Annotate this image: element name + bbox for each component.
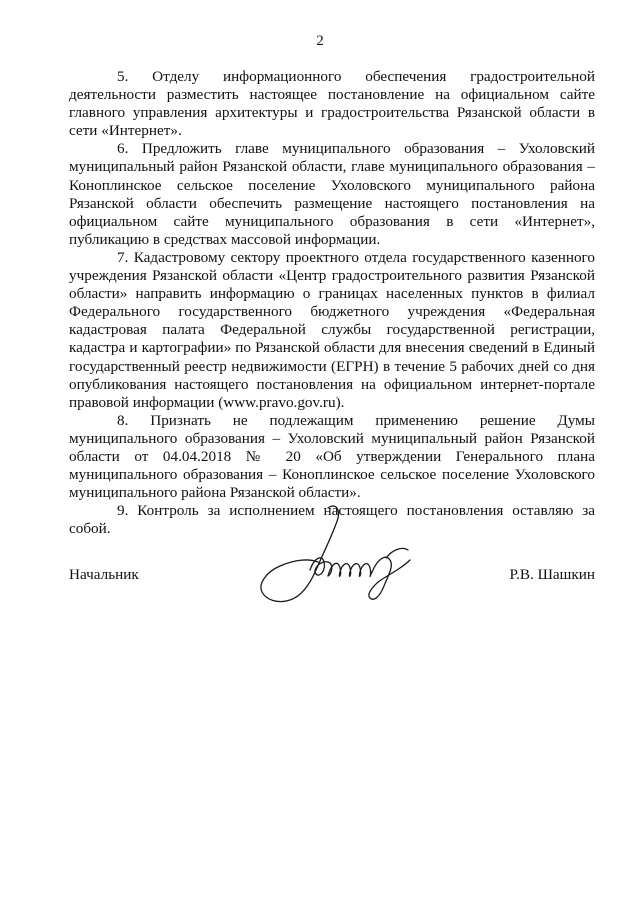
signature-block xyxy=(69,566,595,586)
paragraph-8: 8. Признать не подлежащим применению решение Думы муниципального образования – Ухоловский муниципальный район Рязанской области от 04.04.2018 № 20 «Об утверждении Генерального плана муниципального образования – Коноплинское сельское поселение Ухоловского муниципального района Рязанской области». xyxy=(69,411,595,502)
document-body xyxy=(69,68,595,538)
handwritten-signature xyxy=(250,500,430,610)
paragraph-6: 6. Предложить главе муниципального образования – Ухоловский муниципальный район Рязанской области, главе муниципального образования – Коноплинское сельское поселение Ухоловского муниципального района Рязанской области обеспечить размещение настоящего постановления на официальном сайте муниципального образования в сети «Интернет», публикацию в средствах массовой информации. xyxy=(69,140,595,248)
paragraph-7: 7. Кадастровому сектору проектного отдела государственного казенного учреждения Рязанской области «Центр градостроительного развития Рязанской области» направить информацию о границах населенных пунктов в филиал Федерального государственного бюджетного учреждения «Федеральная кадастровая палата Федеральной службы государственной регистрации, кадастра и картографии» по Рязанской области для внесения сведений в Единый государственный реестр недвижимости (ЕГРН) в течение 5 рабочих дней со дня опубликования настоящего постановления на официальном интернет-портале правовой информации (www.pravo.gov.ru). xyxy=(69,248,595,411)
paragraph-9: 9. Контроль за исполнением настоящего постановления оставляю за собой. xyxy=(69,502,595,538)
signatory-title: Начальник xyxy=(69,566,139,583)
signatory-name: Р.В. Шашкин xyxy=(509,566,595,583)
paragraph-5: 5. Отделу информационного обеспечения градостроительной деятельности разместить настоящее постановление на официальном сайте главного управления архитектуры и градостроительства Рязанской области в сети «Интернет». xyxy=(69,68,595,140)
page-number: 2 xyxy=(316,33,324,49)
